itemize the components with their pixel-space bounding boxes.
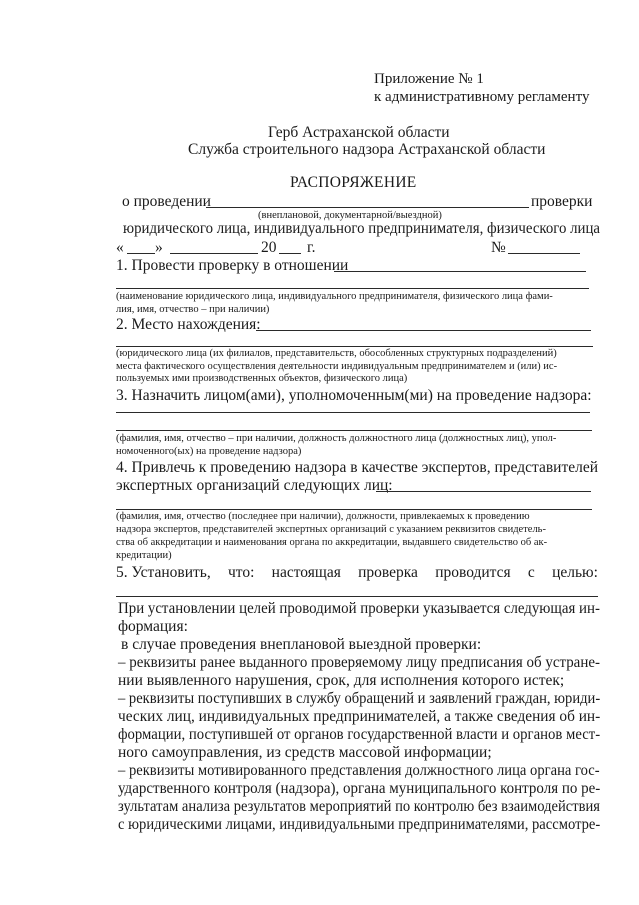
item3-line-b [116,430,592,431]
body-line: формации, поступившей от органов государственной власти и органов мест- [118,726,601,743]
item5-word: проводится [435,564,511,581]
body-line: ударственного контроля (надзора), органа муниципального контроля по ре- [118,780,601,797]
body-line: – реквизиты мотивированного представления должностного лица органа гос- [118,762,600,779]
item5-word: проверка [358,564,418,581]
intro-subject: юридического лица, индивидуального предпринимателя, физического лица [123,220,601,237]
item1-hint-line2: лия, имя, отчество – при наличии) [116,304,270,315]
item1-label: 1. Провести проверку в отношении [116,257,349,274]
intro-about: о проведении [122,193,211,210]
date-month-line [170,253,258,254]
item1-hint-line1: (наименование юридического лица, индивидуального предпринимателя, физического лица фами- [116,291,553,302]
body-line: ческих лиц, индивидуальных предпринимателей, а также сведения об ин- [118,708,601,725]
item5-word: целью: [552,564,598,581]
item5-word: 5. Установить, [116,564,211,581]
number-line [508,253,580,254]
date-day-line [127,253,155,254]
item2-line-b [116,346,593,347]
item4-line-b [116,509,592,510]
date-year-line [279,253,301,254]
appendix-line1: Приложение № 1 [374,71,484,87]
body-line: с юридическими лицами, индивидуальными предпринимателями, рассмотре- [118,816,601,833]
body-line: – реквизиты ранее выданного проверяемому лицу предписания об устране- [118,654,600,671]
intro-check: проверки [531,193,593,210]
item3-line-a [116,412,590,413]
item5-label [116,564,598,582]
body-line: ного самоуправления, из средств массовой информации; [118,744,492,761]
date-open-quote: « [116,239,124,256]
item5-word: настоящая [271,564,341,581]
item2-line-a [256,330,591,331]
body-line: – реквизиты поступивших в службу обращений и заявлений граждан, юриди- [118,690,601,707]
item4-hint-line4: кредитации) [116,550,172,561]
item4-hint-line1: (фамилия, имя, отчество (последнее при наличии), должности, привлекаемых к проведению [116,511,530,522]
body-line: При установлении целей проводимой проверки указывается следующая ин- [118,600,600,617]
date-close-quote: » [155,239,163,256]
body-line: в случае проведения внеплановой выездной проверки: [121,636,482,653]
check-type-line [206,207,529,208]
body-line: зультатам анализа результатов мероприятий по контролю без взаимодействия [118,798,601,815]
item2-hint-line1: (юридического лица (их филиалов, представительств, обособленных структурных подразделений) [116,348,557,359]
document-title: РАСПОРЯЖЕНИЕ [290,174,417,191]
item2-label: 2. Место нахождения: [116,316,261,333]
date-year-prefix: 20 [261,239,277,256]
item4-label-line1: 4. Привлечь к проведению надзора в качестве экспертов, представителей [116,459,599,476]
check-type-hint: (внеплановой, документарной/выездной) [258,210,442,221]
item1-line-b [116,288,589,289]
date-year-suffix: г. [307,239,316,256]
item2-hint-line2: места фактического осуществления деятельности индивидуальным предпринимателем и (или) ис- [116,361,558,372]
service-name: Служба строительного надзора Астраханской области [188,141,546,158]
body-line: формация: [118,618,188,635]
item2-hint-line3: пользуемых ими производственных объектов, физического лица) [116,373,408,384]
item4-line-a [376,491,591,492]
coat-of-arms-caption: Герб Астраханской области [268,124,450,141]
item4-hint-line2: надзора экспертов, представителей экспертных организаций с указанием реквизитов свидетель- [116,524,546,535]
item3-hint-line2: номоченного(ых) на проведение надзора) [116,446,302,457]
item1-line-a [334,271,586,272]
item3-hint-line1: (фамилия, имя, отчество – при наличии, должность должностного лица (должностных лиц), упол- [116,433,557,444]
item3-label: 3. Назначить лицом(ами), уполномоченным(ми) на проведение надзора: [116,387,592,404]
item4-label-line2: экспертных организаций следующих лиц: [116,477,393,494]
appendix-line2: к административному регламенту [374,89,590,105]
number-sign: № [491,239,506,256]
item5-word: с [527,564,535,581]
item5-word: что: [227,564,255,581]
item4-hint-line3: ства об аккредитации и наименования органа по аккредитации, выдавшего свидетельство об ак- [116,537,548,548]
body-line: нии выявленного нарушения, срок, для исполнения которого истек; [118,672,565,689]
item5-line [116,596,598,597]
